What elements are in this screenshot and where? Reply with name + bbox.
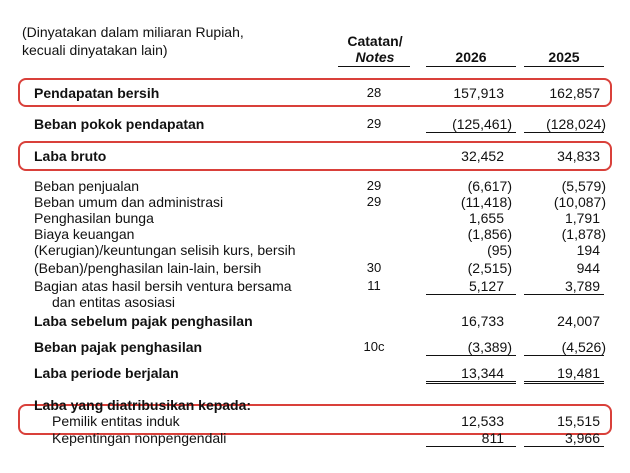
row-note-beban-pokok: 29 — [366, 116, 382, 131]
kepentingan-2026-underline — [426, 446, 516, 447]
row-2025-pendapatan-bersih: 162,857 — [549, 85, 600, 101]
row-label-selisih-kurs: (Kerugian)/keuntungan selisih kurs, bersih — [34, 242, 296, 258]
row-2025-beban-umum: (10,087) — [553, 194, 606, 210]
row-note-pendapatan-bersih: 28 — [366, 85, 382, 100]
row-2025-selisih-kurs: 194 — [576, 242, 600, 258]
row-2026-pemilik-entitas-induk: 12,533 — [461, 413, 504, 429]
row-2025-biaya-keuangan: (1,878) — [561, 226, 606, 242]
row-label-ventura-bersama: Bagian atas hasil bersih ventura bersama — [34, 278, 292, 294]
row-2026-lain-lain: (2,515) — [467, 260, 512, 276]
row-2025-laba-bruto: 34,833 — [557, 148, 600, 164]
row-2025-beban-pokok: (128,024) — [546, 116, 606, 132]
kepentingan-2025-underline — [524, 446, 604, 447]
row-2026-beban-pajak: (3,389) — [467, 339, 512, 355]
row-label-ventura-bersama-line2: dan entitas asosiasi — [52, 294, 175, 310]
row-label-beban-umum: Beban umum dan administrasi — [34, 194, 224, 210]
row-2026-laba-periode: 13,344 — [461, 365, 504, 381]
notes-header-underline — [338, 66, 410, 67]
row-2026-biaya-keuangan: (1,856) — [467, 226, 512, 242]
row-label-beban-penjualan: Beban penjualan — [34, 178, 140, 194]
row-note-ventura-bersama: 11 — [367, 278, 381, 293]
row-2025-ventura-bersama: 3,789 — [564, 278, 600, 294]
unit-note-line1: (Dinyatakan dalam miliaran Rupiah, — [22, 24, 244, 40]
row-2026-kepentingan-nonpengendali: 811 — [481, 430, 504, 446]
row-2025-pemilik-entitas-induk: 15,515 — [557, 413, 600, 429]
notes-column-header-line1: Catatan/ — [347, 33, 403, 49]
beban-pajak-2025-underline — [524, 355, 604, 356]
row-label-laba-diatribusikan: Laba yang diatribusikan kepada: — [34, 397, 252, 413]
row-2025-lain-lain: 944 — [576, 260, 600, 276]
row-label-lain-lain: (Beban)/penghasilan lain-lain, bersih — [34, 260, 262, 276]
row-label-laba-bruto: Laba bruto — [34, 148, 107, 164]
row-label-beban-pokok: Beban pokok pendapatan — [34, 116, 205, 132]
row-2026-pendapatan-bersih: 157,913 — [453, 85, 504, 101]
row-note-beban-pajak: 10c — [363, 339, 385, 354]
row-label-penghasilan-bunga: Penghasilan bunga — [34, 210, 154, 226]
unit-note-line2: kecuali dinyatakan lain) — [22, 42, 168, 58]
row-2025-beban-penjualan: (5,579) — [561, 178, 606, 194]
row-2026-beban-pokok: (125,461) — [452, 116, 512, 132]
row-2025-penghasilan-bunga: 1,791 — [564, 210, 600, 226]
row-label-biaya-keuangan: Biaya keuangan — [34, 226, 135, 242]
year-2026-underline — [426, 66, 516, 67]
row-note-beban-umum: 29 — [366, 194, 382, 209]
laba-periode-2026-double-underline — [426, 381, 516, 384]
year-2025-header: 2025 — [548, 49, 580, 65]
row-2026-laba-bruto: 32,452 — [461, 148, 504, 164]
notes-column-header-line2: Notes — [355, 49, 395, 65]
laba-periode-2025-double-underline — [524, 381, 604, 384]
year-2026-header: 2026 — [455, 49, 487, 65]
row-label-pendapatan-bersih: Pendapatan bersih — [34, 85, 160, 101]
row-2025-beban-pajak: (4,526) — [561, 339, 606, 355]
row-label-pemilik-entitas-induk: Pemilik entitas induk — [52, 413, 180, 429]
highlight-laba-bruto — [18, 141, 612, 171]
beban-pajak-2026-underline — [426, 355, 516, 356]
row-label-laba-sebelum-pajak: Laba sebelum pajak penghasilan — [34, 313, 253, 329]
row-2026-laba-sebelum-pajak: 16,733 — [461, 313, 504, 329]
row-2026-penghasilan-bunga: 1,655 — [468, 210, 504, 226]
row-label-laba-periode: Laba periode berjalan — [34, 365, 179, 381]
row-2026-selisih-kurs: (95) — [487, 242, 512, 258]
row-2025-kepentingan-nonpengendali: 3,966 — [564, 430, 600, 446]
year-2025-underline — [524, 66, 604, 67]
row-2026-beban-umum: (11,418) — [460, 194, 512, 210]
row-note-beban-penjualan: 29 — [366, 178, 382, 193]
beban-pokok-2026-underline — [426, 132, 516, 133]
row-2025-laba-periode: 19,481 — [557, 365, 600, 381]
row-label-beban-pajak: Beban pajak penghasilan — [34, 339, 203, 355]
beban-pokok-2025-underline — [524, 132, 604, 133]
row-note-lain-lain: 30 — [366, 260, 382, 275]
ventura-2025-underline — [524, 294, 604, 295]
row-2025-laba-sebelum-pajak: 24,007 — [557, 313, 600, 329]
row-label-kepentingan-nonpengendali: Kepentingan nonpengendali — [52, 430, 227, 446]
row-2026-ventura-bersama: 5,127 — [468, 278, 504, 294]
ventura-2026-underline — [426, 294, 516, 295]
row-2026-beban-penjualan: (6,617) — [467, 178, 512, 194]
